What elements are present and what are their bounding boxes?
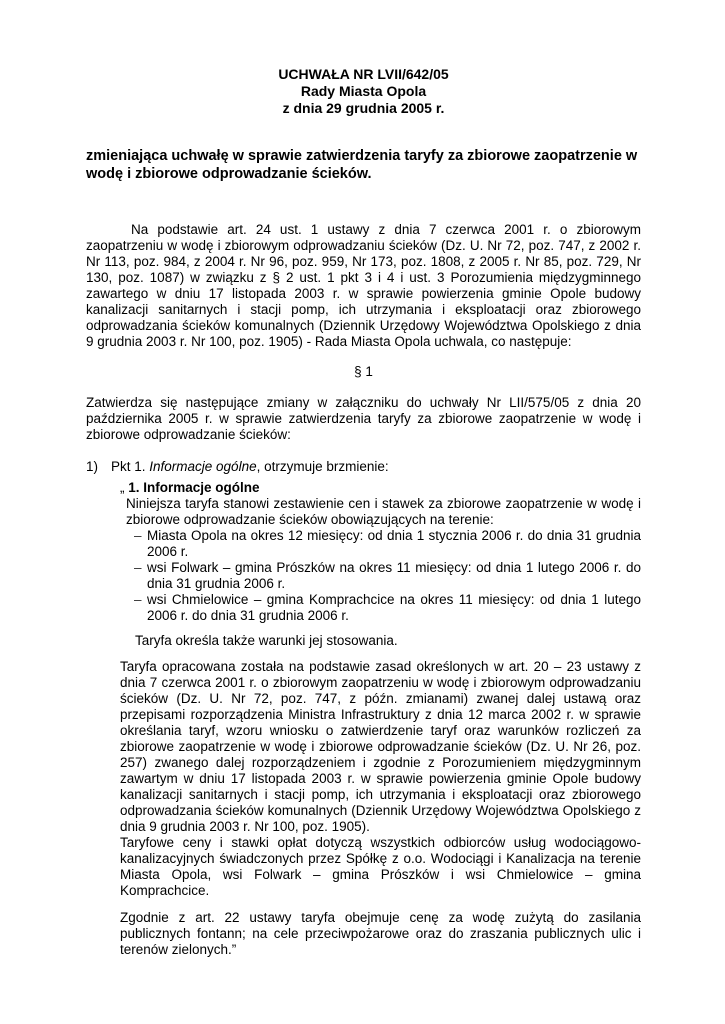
resolution-header bbox=[86, 66, 641, 117]
resolution-date: z dnia 29 grudnia 2005 r. bbox=[282, 100, 445, 116]
item-suffix: , otrzymuje brzmienie: bbox=[256, 459, 389, 474]
quoted-heading bbox=[120, 480, 641, 496]
item-italic-title: Informacje ogólne bbox=[149, 459, 257, 474]
amendment-item bbox=[86, 459, 641, 475]
areas-list bbox=[134, 528, 641, 624]
council-name: Rady Miasta Opola bbox=[300, 83, 427, 99]
list-item: – Miasta Opola na okres 12 miesięcy: od dnia 1 stycznia 2006 r. do dnia 31 grudnia 2006 r. bbox=[134, 528, 641, 560]
quoted-body bbox=[126, 496, 641, 649]
document-page bbox=[86, 66, 641, 958]
list-item: – wsi Folwark – gmina Prószków na okres 11 miesięcy: od dnia 1 lutego 2006 r. do dnia 31 grudnia 2006 r. bbox=[134, 560, 641, 592]
item-number: 1) bbox=[86, 459, 99, 474]
quoted-lead: Niniejsza taryfa stanowi zestawienie cen i stawek za zbiorowe zaopatrzenie w wodę i zbiorowe odprowadzanie ścieków obowiązujących na terenie: bbox=[126, 496, 641, 527]
resolution-number: UCHWAŁA NR LVII/642/05 bbox=[278, 66, 449, 82]
paragraph-text: Zatwierdza się następujące zmiany w załączniku do uchwały Nr LII/575/05 z dnia 20 października 2005 r. w sprawie zatwierdzenia taryfy za zbiorowe zaopatrzenie w wodę i zbiorowe odprowadzanie ścieków: bbox=[86, 395, 641, 442]
paragraph-sign: § 1 bbox=[354, 364, 373, 379]
fountain-clause: Zgodnie z art. 22 ustawy taryfa obejmuje cenę za wodę zużytą do zasilania publicznych fontann; na cele przeciwpożarowe oraz do zraszania publicznych ulic i terenów zielonych.” bbox=[120, 910, 641, 957]
quoted-section bbox=[120, 480, 641, 958]
tariff-basis: Taryfa opracowana została na podstawie zasad określonych w art. 20 – 23 ustawy z dnia 7 czerwca 2001 r. o zbiorowym zaopatrzeniu w wodę i zbiorowym odprowadzaniu ścieków (Dz. U. Nr 72, poz. 747, z późn. zmianami) zwanej dalej ustawą oraz przepisami rozporządzenia Ministra Infrastruktury z dnia 12 marca 2002 r. w sprawie określania taryf, wzoru wniosku o zatwierdzenie taryf oraz warunków rozliczeń za zbiorowe zaopatrzenie w wodę i zbiorowe odprowadzanie ścieków (Dz. U. Nr 26, poz. 257) zwanego dalej rozporządzeniem i zgodnie z Porozumieniem międzygminnym zawartym w dniu 17 listopada 2003 r. w sprawie powierzenia gminie Opole budowy kanalizacji sanitarnych i stacji pomp, ich utrzymania i eksploatacji oraz zbiorowego odprowadzania ścieków komunalnych (Dziennik Urzędowy Województwa Opolskiego z dnia 9 grudnia 2003 r. Nr 100, poz. 1905). bbox=[120, 659, 641, 834]
quoted-heading-text: 1. Informacje ogólne bbox=[124, 480, 260, 495]
legal-basis-intro: Na podstawie art. 24 ust. 1 ustawy z dnia 7 czerwca 2001 r. o zbiorowym zaopatrzeniu w wodę i zbiorowym odprowadzaniu ścieków (Dz. U. Nr 72, poz. 747, z 2002 r. Nr 113, poz. 984, z 2004 r. Nr 96, poz. 959, Nr 173, poz. 1808, z 2005 r. Nr 85, poz. 729, Nr 130, poz. 1087) w związku z § 2 ust. 1 pkt 3 i 4 i ust. 3 Porozumienia międzygminnego zawartego w dniu 17 listopada 2003 r. w sprawie powierzenia gminie Opole budowy kanalizacji sanitarnych i stacji pomp, ich utrzymania i eksploatacji oraz zbiorowego odprowadzania ścieków komunalnych (Dziennik Urzędowy Województwa Opolskiego z dnia 9 grudnia 2003 r. Nr 100, poz. 1905) - Rada Miasta Opola uchwala, co następuje: bbox=[86, 222, 641, 349]
resolution-subject: zmieniająca uchwałę w sprawie zatwierdzenia taryfy za zbiorowe zaopatrzenie w wodę i zbiorowe odprowadzanie ścieków. bbox=[86, 148, 638, 182]
item-prefix: Pkt 1. bbox=[111, 459, 150, 474]
item-text bbox=[111, 459, 389, 475]
opening-quote-mark: „ bbox=[120, 480, 125, 495]
list-item: – wsi Chmielowice – gmina Komprachcice na okres 11 miesięcy: od dnia 1 lutego 2006 r. do dnia 31 grudnia 2006 r. bbox=[134, 592, 641, 624]
scope-note: Taryfa określa także warunki jej stosowania. bbox=[135, 633, 398, 648]
tariff-applicability: Taryfowe ceny i stawki opłat dotyczą wszystkich odbiorców usług wodociągowo-kanalizacyjnych świadczonych przez Spółkę z o.o. Wodociągi i Kanalizacja na terenie Miasta Opola, wsi Folwark – gmina Prószków i wsi Chmielowice – gmina Komprachcice. bbox=[120, 835, 641, 898]
